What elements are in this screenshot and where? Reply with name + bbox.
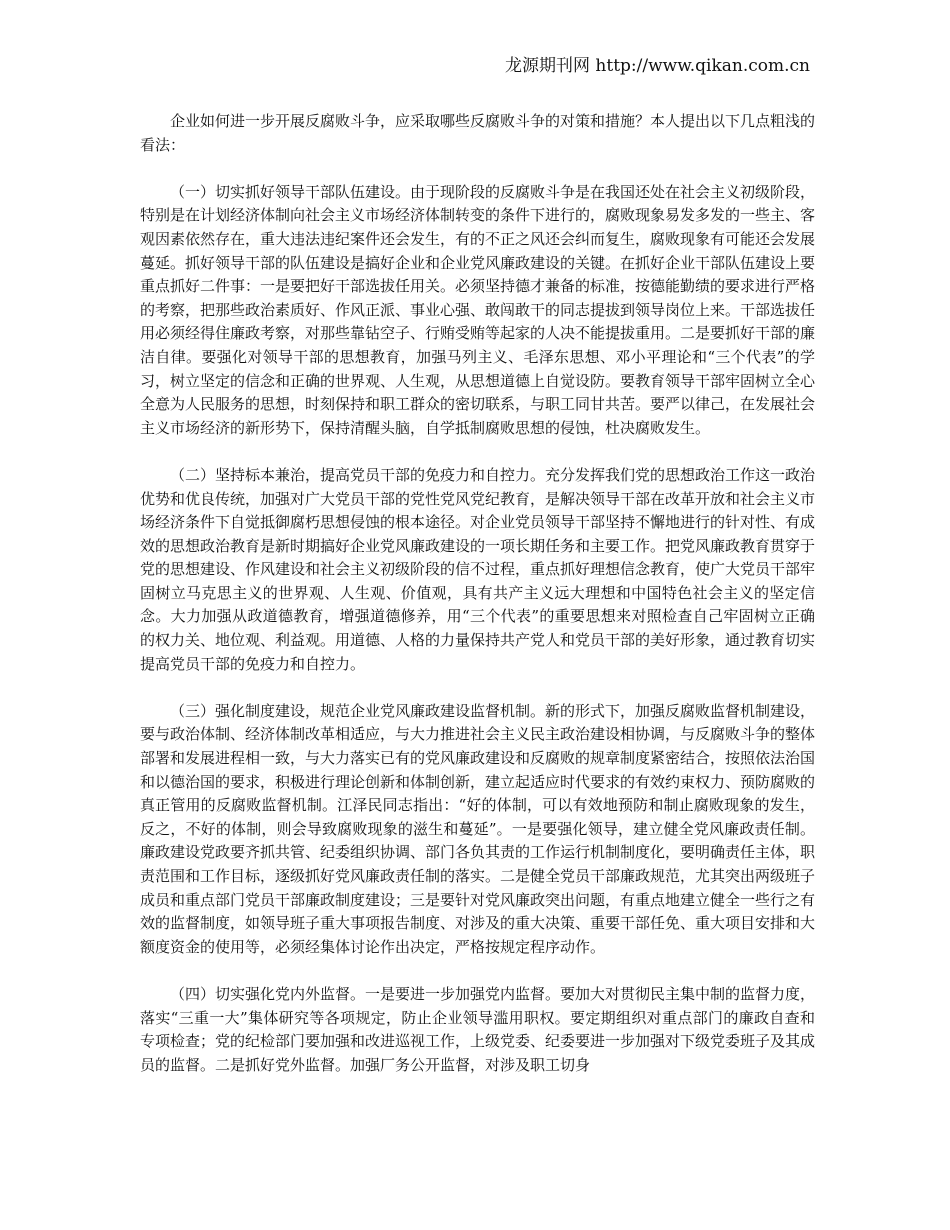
article-body [140,110,815,1101]
section-2-paragraph: （二）坚持标本兼治，提高党员干部的免疫力和自控力。充分发挥我们党的思想政治工作这一政治优势和优良传统，加强对广大党员干部的党性党风党纪教育，是解决领导干部在改革开放和社会主义市场经济条件下自觉抵御腐朽思想侵蚀的根本途径。对企业党员领导干部坚持不懈地进行的针对性、有成效的思想政治教育是新时期搞好企业党风廉政建设的一项长期任务和主要工作。把党风廉政教育贯穿于党的思想建设、作风建设和社会主义初级阶段的信不过程，重点抓好理想信念教育，使广大党员干部牢固树立马克思主义的世界观、人生观、价值观，具有共产主义远大理想和中国特色社会主义的坚定信念。大力加强从政道德教育，增强道德修养，用“三个代表”的重要思想来对照检查自己牢固树立正确的权力关、地位观、利益观。用道德、人格的力量保持共产党人和党员干部的美好形象，通过教育切实提高党员干部的免疫力和自控力。 [140,465,816,673]
section-1-paragraph: （一）切实抓好领导干部队伍建设。由于现阶段的反腐败斗争是在我国还处在社会主义初级阶段，特别是在计划经济体制向社会主义市场经济体制转变的条件下进行的，腐败现象易发多发的一些主、客观因素依然存在，重大违法违纪案件还会发生，有的不正之风还会纠而复生，腐败现象有可能还会发展蔓延。抓好领导干部的队伍建设是搞好企业和企业党风廉政建设的关键。在抓好企业干部队伍建设上要重点抓好二件事：一是要把好干部选拔任用关。必须坚持德才兼备的标准，按德能勤绩的要求进行严格的考察，把那些政治素质好、作风正派、事业心强、敢闯敢干的同志提拔到领导岗位上来。干部选拔任用必须经得住廉政考察，对那些靠钻空子、行贿受贿等起家的人决不能提拔重用。二是要抓好干部的廉洁自律。要强化对领导干部的思想教育，加强马列主义、毛泽东思想、邓小平理论和“三个代表”的学习，树立坚定的信念和正确的世界观、人生观，从思想道德上自觉设防。要教育领导干部牢固树立全心全意为人民服务的思想，时刻保持和职工群众的密切联系，与职工同甘共苦。要严以律己，在发展社会主义市场经济的新形势下，保持清醒头脑，自学抵制腐败思想的侵蚀，杜决腐败发生。 [140,182,816,437]
site-header: 龙源期刊网 http://www.qikan.com.cn [505,56,810,76]
section-3-paragraph: （三）强化制度建设，规范企业党风廉政建设监督机制。新的形式下，加强反腐败监督机制建设，要与政治体制、经济体制改革相适应，与大力推进社会主义民主政治建设相协调，与反腐败斗争的整体部署和发展进程相一致，与大力落实已有的党风廉政建设和反腐败的规章制度紧密结合，按照依法治国和以德治国的要求，积极进行理论创新和体制创新，建立起适应时代要求的有效约束权力、预防腐败的真正管用的反腐败监督机制。江泽民同志指出：“好的体制，可以有效地预防和制止腐败现象的发生，反之，不好的体制，则会导致腐败现象的滋生和蔓延”。一是要强化领导，建立健全党风廉政责任制。廉政建设党政要齐抓共管、纪委组织协调、部门各负其责的工作运行机制制度化，要明确责任主体，职责范围和工作目标，逐级抓好党风廉政责任制的落实。二是健全党员干部廉政规范，尤其突出两级班子成员和重点部门党员干部廉政制度建设；三是要针对党风廉政突出问题，有重点地建立健全一些行之有效的监督制度，如领导班子重大事项报告制度、对涉及的重大决策、重要干部任免、重大项目安排和大额度资金的使用等，必须经集体讨论作出决定，严格按规定程序动作。 [140,701,816,956]
section-4-paragraph: （四）切实强化党内外监督。一是要进一步加强党内监督。要加大对贯彻民主集中制的监督力度，落实“三重一大”集体研究等各项规定，防止企业领导滥用职权。要定期组织对重点部门的廉政自查和专项检查；党的纪检部门要加强和改进巡视工作，上级党委、纪委要进一步加强对下级党委班子及其成员的监督。二是抓好党外监督。加强厂务公开监督，对涉及职工切身 [140,984,816,1074]
intro-paragraph: 企业如何进一步开展反腐败斗争，应采取哪些反腐败斗争的对策和措施？本人提出以下几点粗浅的看法： [140,112,816,154]
